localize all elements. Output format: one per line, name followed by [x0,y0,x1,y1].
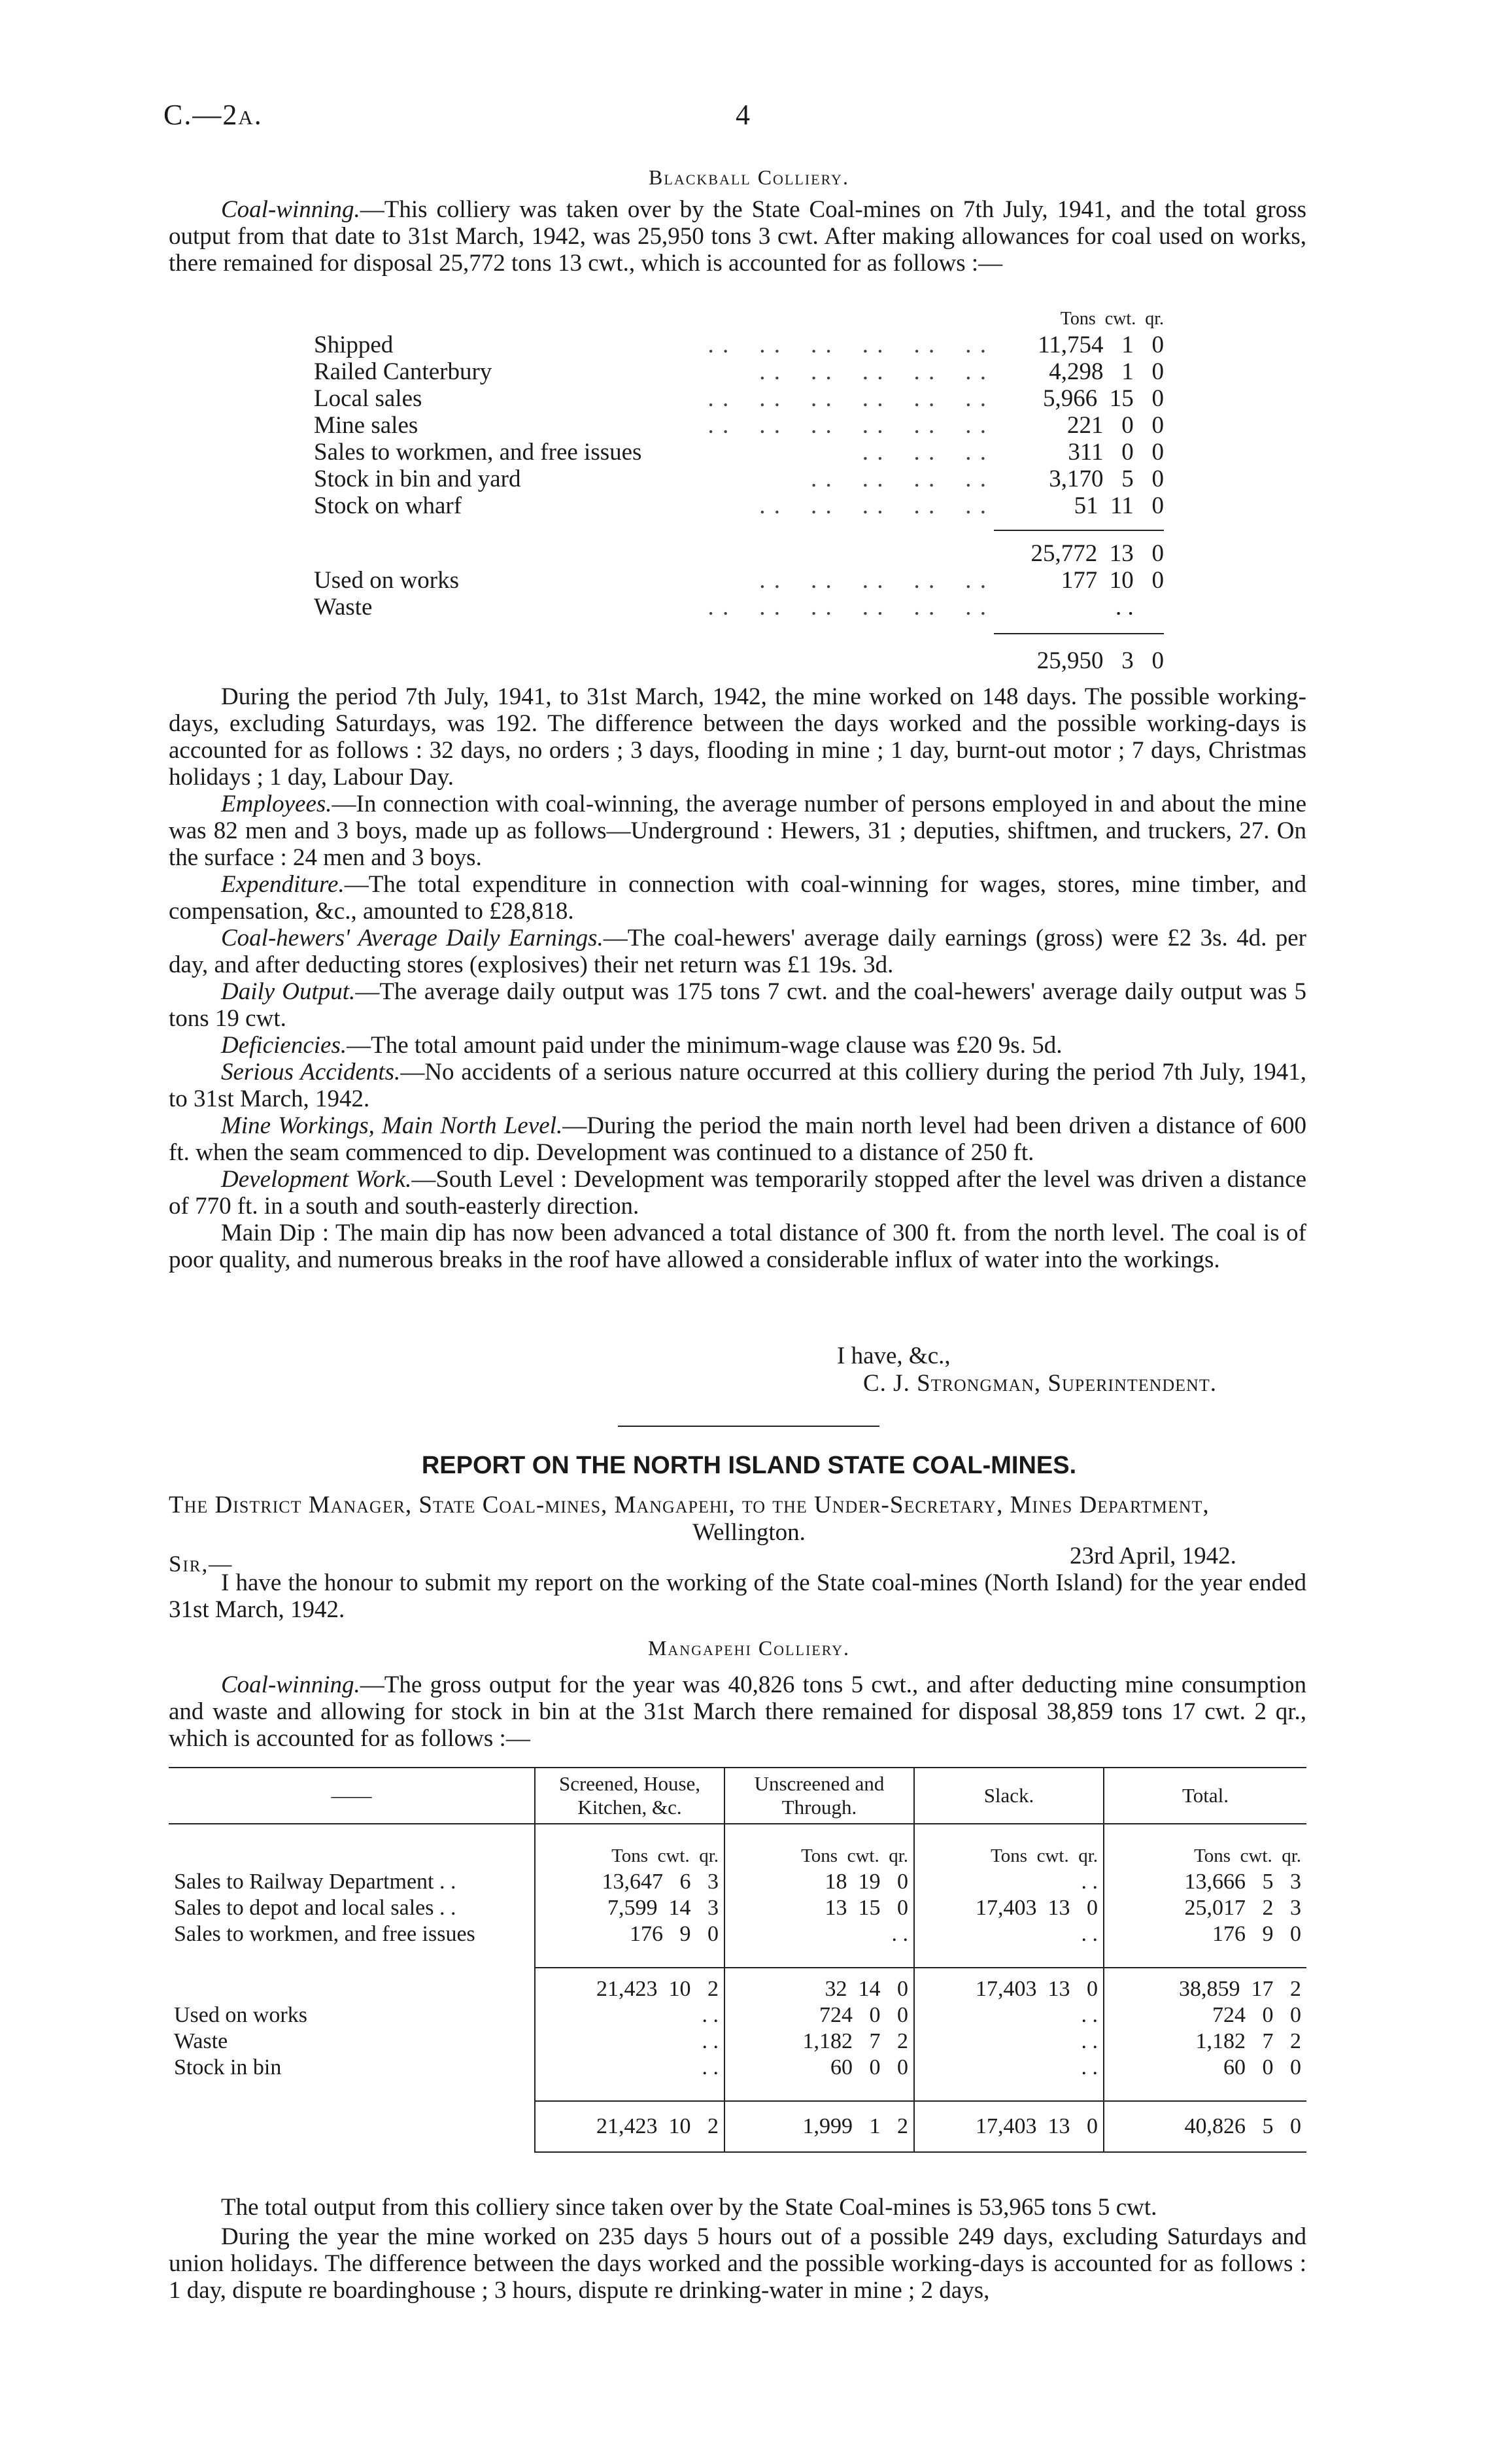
section-title-mangapehi: Mangapehi Colliery. [647,1636,851,1660]
para-text: —No accidents of a serious nature occurred at this colliery during the period 7th July, 1941, to 31st March, 1942. [169,1059,1306,1112]
table-cell: 38,859 17 2 [1104,1968,1306,2002]
row-value: 221 0 0 [1067,412,1164,439]
subtotal-value: 25,772 13 0 [1030,540,1164,567]
dispersal-row: Sales to workmen, and free issues . . . . . . 311 0 0 [314,439,1164,466]
table-cell [169,1824,535,1869]
working-days-paragraph: During the year the mine worked on 235 days 5 hours out of a possible 249 days, excluding Saturdays and union holidays. The difference between the days worked and the possible working-days is accounted for as follows : 1 day, dispute re boardinghouse ; 3 hours, dispute re drinking-water in mine ; 2 days, [169,2223,1306,2304]
table-cell [169,2101,535,2152]
table-cell: 21,423 10 2 [535,2101,724,2152]
table-row [169,2028,1306,2055]
total-value: 25,950 3 0 [1036,647,1164,674]
row-value: 4,298 1 0 [1049,358,1164,385]
table-cell: Tons cwt. qr. [1104,1824,1306,1869]
dispersal-row: Railed Canterbury . . . . . . . . . . 4,298 1 0 [314,358,1164,385]
para-text: Main Dip : The main dip has now been advanced a total distance of 300 ft. from the north level. The coal is of poor quality, and numerous breaks in the roof have allowed a considerable influx of water into the workings. [169,1220,1306,1273]
row-label: Local sales [314,385,422,412]
table-cell: 25,017 2 3 [1104,1895,1306,1921]
para-head: Coal-hewers' Average Daily Earnings. [221,925,604,951]
row-value: . . [1115,594,1164,621]
para-text: —South Level : Development was temporarily stopped after the level was driven a distance of 770 ft. in a south and south-easterly direction. [169,1166,1307,1220]
table-cell: . . [914,2055,1104,2081]
signature: C. J. Strongman, Superintendent. [863,1370,1217,1397]
table-row [169,1895,1306,1921]
table-cell: 60 0 0 [1104,2055,1306,2081]
table-cell: . . [535,2055,724,2081]
table-cell: 724 0 0 [724,2002,914,2028]
table-cell: 176 9 0 [535,1921,724,1947]
table-cell: Sales to Railway Department . . [174,1870,456,1894]
table-cell: . . [914,1921,1104,1947]
total-row [169,2101,1306,2152]
table-cell: 17,403 13 0 [914,2101,1104,2152]
table-row [169,2002,1306,2028]
table-cell: 1,999 1 2 [724,2101,914,2152]
column-header: Unscreened and Through. [724,1768,914,1824]
column-header: Screened, House, Kitchen, &c. [535,1768,724,1824]
paragraph [169,1166,1306,1220]
para-text: During the period 7th July, 1941, to 31st March, 1942, the mine worked on 148 days. The possible working-days, excluding Saturdays, was 192. The difference between the days worked and the possible working-days is accounted for as follows : 32 days, no orders ; 3 days, flooding in mine ; 1 day, burnt-out motor ; 7 days, Christmas holidays ; 1 day, Labour Day. [169,683,1306,791]
spacer-row [169,2081,1306,2101]
table-cell: Waste [174,2029,228,2053]
para-head: Deficiencies. [221,1032,347,1059]
letter-date: 23rd April, 1942. [1070,1543,1236,1569]
table-row [169,2055,1306,2081]
document-code: C.—2a. [163,99,263,131]
table-cell: 1,182 7 2 [724,2028,914,2055]
table-cell: 13,647 6 3 [535,1869,724,1895]
paragraph [169,925,1306,978]
dispersal-row: Stock on wharf . . . . . . . . . . 51 11 0 [314,492,1164,519]
table-cell: 21,423 10 2 [535,1968,724,2002]
column-header: Slack. [914,1768,1104,1824]
para-text: —The total expenditure in connection with coal-winning for wages, stores, mine timber, and compensation, &c., amounted to £28,818. [169,871,1306,925]
table-row [169,1869,1306,1895]
para-text: —The total amount paid under the minimum-wage clause was £20 9s. 5d. [347,1032,1063,1059]
para-head: Serious Accidents. [221,1059,401,1086]
table-cell: . . [914,1869,1104,1895]
page-number: 4 [736,99,750,131]
dispersal-row: Shipped . . . . . . . . . . . . 11,754 1 0 [314,332,1164,358]
table-cell: . . [535,2028,724,2055]
blackball-coal-winning [169,196,1306,277]
row-value: 51 11 0 [1074,492,1164,519]
table-cell: Sales to depot and local sales . . [174,1896,456,1920]
para-head: Mine Workings, Main North Level. [221,1112,563,1139]
dispersal-row: Stock in bin and yard . . . . . . . . 3,170 5 0 [314,466,1164,492]
row-value: 11,754 1 0 [1038,332,1164,358]
row-value: 311 0 0 [1068,439,1164,466]
table-cell: 13,666 5 3 [1104,1869,1306,1895]
table-cell: 17,403 13 0 [914,1895,1104,1921]
address-city: Wellington. [692,1519,806,1546]
table-cell: 17,403 13 0 [914,1968,1104,2002]
salutation: Sir,— [169,1551,233,1577]
table-cell: 18 19 0 [724,1869,914,1895]
paragraph [169,871,1306,925]
table-cell: . . [724,1921,914,1947]
total-row [314,647,1164,674]
para-text: —The average daily output was 175 tons 7 cwt. and the coal-hewers' average daily output was 5 tons 19 cwt. [169,978,1306,1032]
total-output-paragraph: The total output from this colliery since taken over by the State Coal-mines is 53,965 tons 5 cwt. [221,2194,1157,2221]
subtotal-row [314,540,1164,567]
other-row: Used on works . . . . . . . . . . 177 10 0 [314,567,1164,594]
spacer-row [169,1947,1306,1968]
para-text: —This colliery was taken over by the State Coal-mines on 7th July, 1941, and the total gross output from that date to 31st March, 1942, was 25,950 tons 3 cwt. After making allowances for coal used on works, there remained for disposal 25,772 tons 13 cwt., which is accounted for as follows :— [169,196,1306,277]
mangapehi-coal-winning [169,1671,1306,1752]
total-rule [994,633,1164,634]
table-row [169,1921,1306,1947]
table-cell: . . [535,2002,724,2028]
report-title: REPORT ON THE NORTH ISLAND STATE COAL-MINES. [421,1452,1077,1479]
table-cell: 724 0 0 [1104,2002,1306,2028]
row-value: 177 10 0 [1061,567,1164,594]
units-row [169,1824,1306,1869]
dispersal-row: Mine sales . . . . . . . . . . . . 221 0 0 [314,412,1164,439]
table-cell: 32 14 0 [724,1968,914,2002]
para-text: —The gross output for the year was 40,826 tons 5 cwt., and after deducting mine consumption and waste and allowing for stock in bin at the 31st March there remained for disposal 38,859 tons 17 cwt. 2 qr., which is accounted for as follows :— [169,1671,1306,1752]
row-label: Stock on wharf [314,492,462,519]
section-title-blackball: Blackball Colliery. [649,165,849,189]
table-cell: Tons cwt. qr. [724,1824,914,1869]
table-header-row [169,1768,1306,1824]
row-value: 3,170 5 0 [1049,466,1164,492]
table-cell: Used on works [174,2003,307,2027]
para-head: Expenditure. [221,871,345,898]
paragraph [169,1059,1306,1112]
table-cell: 60 0 0 [724,2055,914,2081]
closing: I have, &c., [837,1343,951,1369]
intro-paragraph: I have the honour to submit my report on the working of the State coal-mines (North Island) for the year ended 31st March, 1942. [169,1569,1306,1623]
subtotal-row [169,1968,1306,2002]
para-head: Coal-winning. [221,1671,360,1698]
table-cell: 1,182 7 2 [1104,2028,1306,2055]
row-label: Shipped [314,332,394,358]
row-value: 5,966 15 0 [1043,385,1164,412]
paragraph [169,1220,1306,1273]
column-header: Total. [1104,1768,1306,1824]
row-label: Sales to workmen, and free issues [314,439,642,466]
blackball-body [169,683,1306,1273]
table-cell: Tons cwt. qr. [535,1824,724,1869]
units-header: Tons cwt. qr. [1060,309,1164,329]
paragraph [169,978,1306,1032]
row-label: Railed Canterbury [314,358,492,385]
para-text: —The coal-hewers' average daily earnings (gross) were £2 3s. 4d. per day, and after deducting stores (explosives) their net return was £1 19s. 3d. [169,925,1306,978]
dispersal-row: Local sales . . . . . . . . . . . . 5,966 15 0 [314,385,1164,412]
table-cell: . . [914,2028,1104,2055]
table-cell: 13 15 0 [724,1895,914,1921]
table-cell: Sales to workmen, and free issues [174,1922,475,1946]
para-text: —During the period the main north level had been driven a distance of 600 ft. when the seam commenced to dip. Development was continued to a distance of 250 ft. [169,1112,1307,1166]
subtotal-rule [994,530,1164,531]
para-head: Employees. [221,791,332,817]
table-cell [169,1968,535,2002]
column-header: —— [169,1768,535,1824]
para-text: —In connection with coal-winning, the average number of persons employed in and about the mine was 82 men and 3 boys, made up as follows—Underground : Hewers, 31 ; deputies, shiftmen, and truckers, 27. On the surface : 24 men and 3 boys. [169,791,1306,871]
paragraph [169,791,1306,871]
address-line: The District Manager, State Coal-mines, Mangapehi, to the Under-Secretary, Mines Department, [169,1492,1210,1518]
table-cell: . . [914,2002,1104,2028]
row-label: Used on works [314,567,459,594]
mangapehi-table [169,1767,1306,2153]
table-cell: 176 9 0 [1104,1921,1306,1947]
row-label: Mine sales [314,412,418,439]
table-cell: 40,826 5 0 [1104,2101,1306,2152]
other-row: Waste . . . . . . . . . . . . . . [314,594,1164,621]
para-head: Daily Output. [221,978,356,1005]
row-label: Waste [314,594,373,621]
paragraph [169,683,1306,791]
section-divider [618,1426,879,1427]
table-cell: 7,599 14 3 [535,1895,724,1921]
paragraph [169,1032,1306,1059]
table-cell: Stock in bin [174,2055,282,2079]
paragraph [169,1112,1306,1166]
para-head: Development Work. [221,1166,412,1193]
row-label: Stock in bin and yard [314,466,521,492]
para-head: Coal-winning. [221,196,360,223]
table-cell: Tons cwt. qr. [914,1824,1104,1869]
